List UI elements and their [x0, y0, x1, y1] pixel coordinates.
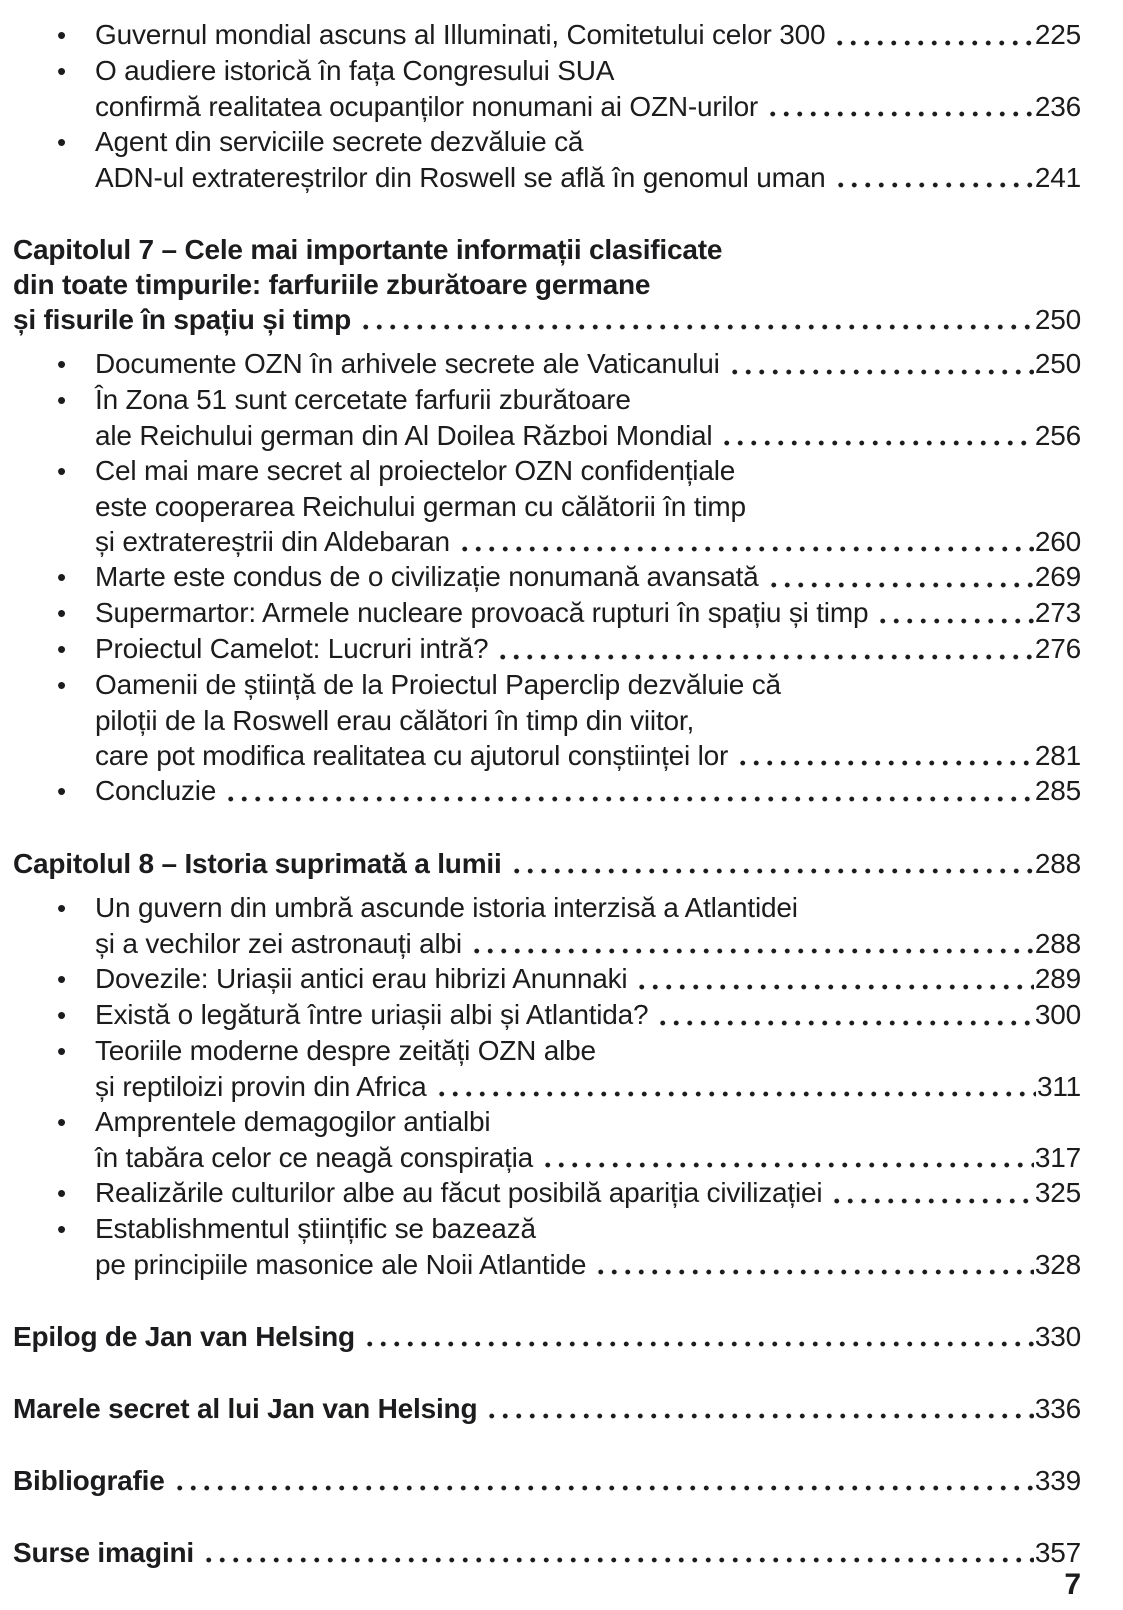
bullet-icon: •	[57, 776, 66, 806]
bullet-icon: •	[57, 1214, 66, 1244]
entry-text: Concluzie	[95, 775, 217, 806]
toc-entry-line	[13, 667, 1081, 703]
entry-text: pe principiile masonice ale Noii Atlantide	[95, 1249, 587, 1280]
dot-leader	[470, 948, 1034, 954]
toc-entry-line	[13, 1140, 1081, 1175]
entry-text: Teoriile moderne despre zeități OZN albe	[95, 1035, 596, 1066]
page-ref: 236	[1034, 91, 1081, 122]
entry-text: Documente OZN în arhivele secrete ale Vaticanului	[95, 348, 720, 379]
toc-entry-line	[13, 1104, 1081, 1140]
bullet-icon: •	[57, 456, 66, 486]
entry-text: Marte este condus de o civilizație nonumană avansată	[95, 561, 759, 592]
dot-leader	[458, 546, 1034, 552]
bullet-icon: •	[57, 670, 66, 700]
toc-entry-line	[13, 17, 1081, 53]
dot-leader	[510, 868, 1034, 874]
chapter-title-text: și fisurile în spațiu și timp	[13, 304, 352, 335]
toc-entry-line	[13, 926, 1081, 961]
toc-entry-line	[13, 961, 1081, 997]
chapter-title-line	[13, 846, 1081, 881]
entry-text: ADN-ul extratereștrilor din Roswell se află în genomul uman	[95, 162, 826, 193]
entry-text: Oamenii de știință de la Proiectul Paperclip dezvăluie că	[95, 669, 781, 700]
toc-entry-line	[13, 890, 1081, 926]
page-ref: 317	[1034, 1142, 1081, 1173]
bullet-icon: •	[57, 562, 66, 592]
toc-entry-line	[13, 453, 1081, 489]
bullet-icon: •	[57, 893, 66, 923]
toc-entry-line	[13, 703, 1081, 738]
bullet-icon: •	[57, 127, 66, 157]
toc-section	[13, 17, 1081, 195]
dot-leader	[830, 1198, 1033, 1204]
bullet-icon: •	[57, 385, 66, 415]
chapter-title-text: Capitolul 8 – Istoria suprimată a lumii	[13, 848, 502, 879]
toc-entry-line	[13, 89, 1081, 124]
toc-section	[13, 1319, 1081, 1354]
page-ref: 273	[1034, 597, 1081, 628]
chapter-title-text: Surse imagini	[13, 1537, 195, 1568]
bullet-icon: •	[57, 634, 66, 664]
dot-leader	[635, 984, 1033, 990]
toc-entry-line	[13, 124, 1081, 160]
bullet-icon: •	[57, 1036, 66, 1066]
entry-text: ale Reichului german din Al Doilea Război Mondial	[95, 420, 713, 451]
dot-leader	[541, 1162, 1034, 1168]
dot-leader	[833, 40, 1034, 46]
bullet-icon: •	[57, 598, 66, 628]
page-ref: 285	[1034, 775, 1081, 806]
entry-text: Cel mai mare secret al proiectelor OZN confidențiale	[95, 455, 736, 486]
page-ref: 241	[1034, 162, 1081, 193]
page-ref: 269	[1034, 561, 1081, 592]
toc-entry-line	[13, 595, 1081, 631]
chapter-title-text: Bibliografie	[13, 1465, 165, 1496]
toc-entry-line	[13, 346, 1081, 382]
dot-leader	[496, 654, 1034, 660]
toc	[13, 8, 1081, 1570]
toc-section	[13, 846, 1081, 1282]
entry-text: Establishmentul științific se bazează	[95, 1213, 536, 1244]
page-ref: 225	[1034, 19, 1081, 50]
dot-leader	[876, 618, 1034, 624]
toc-entry-line	[13, 631, 1081, 667]
page-ref: 288	[1034, 928, 1081, 959]
toc-entry-line	[13, 160, 1081, 195]
dot-leader	[435, 1091, 1036, 1097]
bullet-icon: •	[57, 20, 66, 50]
dot-leader	[363, 1341, 1034, 1347]
entry-text: Există o legătură între uriașii albi și Atlantida?	[95, 999, 649, 1030]
page-ref: 260	[1034, 526, 1081, 557]
entry-text: În Zona 51 sunt cercetate farfurii zburătoare	[95, 384, 631, 415]
page-ref: 336	[1034, 1393, 1081, 1424]
dot-leader	[359, 324, 1034, 330]
dot-leader	[173, 1485, 1034, 1491]
toc-entry-line	[13, 53, 1081, 89]
dot-leader	[224, 796, 1034, 802]
dot-leader	[767, 582, 1034, 588]
dot-leader	[202, 1557, 1034, 1563]
chapter-title-text: Epilog de Jan van Helsing	[13, 1321, 355, 1352]
chapter-title-line	[13, 232, 1081, 267]
entry-text: Un guvern din umbră ascunde istoria interzisă a Atlantidei	[95, 892, 798, 923]
page-ref: 250	[1034, 348, 1081, 379]
toc-entry-line	[13, 1175, 1081, 1211]
entry-text: și reptiloizi provin din Africa	[95, 1071, 427, 1102]
dot-leader	[594, 1269, 1034, 1275]
page-ref: 325	[1034, 1177, 1081, 1208]
page-ref: 330	[1034, 1321, 1081, 1352]
dot-leader	[720, 440, 1033, 446]
entry-text: piloții de la Roswell erau călători în timp din viitor,	[95, 705, 695, 736]
toc-entry-line	[13, 418, 1081, 453]
entry-text: confirmă realitatea ocupanților nonumani ai OZN-urilor	[95, 91, 759, 122]
entry-text: și extratereștrii din Aldebaran	[95, 526, 450, 557]
page-ref: 256	[1034, 420, 1081, 451]
toc-entry-line	[13, 773, 1081, 809]
page-ref: 250	[1034, 304, 1081, 335]
toc-entry-line	[13, 997, 1081, 1033]
chapter-title-line	[13, 1463, 1081, 1498]
toc-section	[13, 1463, 1081, 1498]
entry-text: în tabăra celor ce neagă conspirația	[95, 1142, 533, 1173]
page-ref: 357	[1034, 1537, 1081, 1568]
entry-text: este cooperarea Reichului german cu călătorii în timp	[95, 491, 746, 522]
chapter-title-line	[13, 1391, 1081, 1426]
page-ref: 311	[1036, 1071, 1081, 1102]
dot-leader	[485, 1413, 1034, 1419]
toc-entry-line	[13, 738, 1081, 773]
toc-entry-line	[13, 1211, 1081, 1247]
entry-text: Dovezile: Uriașii antici erau hibrizi Anunnaki	[95, 963, 628, 994]
chapter-title-line	[13, 1319, 1081, 1354]
entry-text: Supermartor: Armele nucleare provoacă rupturi în spațiu și timp	[95, 597, 869, 628]
entry-text: Guvernul mondial ascuns al Illuminati, Comitetului celor 300	[95, 19, 826, 50]
bullet-icon: •	[57, 1000, 66, 1030]
page-ref: 339	[1034, 1465, 1081, 1496]
page-footer	[13, 1570, 1081, 1610]
entry-text: care pot modifica realitatea cu ajutorul conștiinței lor	[95, 740, 729, 771]
chapter-entries	[13, 346, 1081, 809]
toc-entry-line	[13, 382, 1081, 418]
chapter-title-text: Capitolul 7 – Cele mai importante informații clasificate	[13, 234, 723, 265]
bullet-icon: •	[57, 1107, 66, 1137]
page-number: 7	[1064, 1568, 1081, 1601]
toc-entry-line	[13, 524, 1081, 559]
chapter-entries	[13, 17, 1081, 195]
entry-text: și a vechilor zei astronauți albi	[95, 928, 462, 959]
page-ref: 289	[1034, 963, 1081, 994]
entry-text: Proiectul Camelot: Lucruri intră?	[95, 633, 489, 664]
page-ref: 300	[1034, 999, 1081, 1030]
dot-leader	[656, 1020, 1033, 1026]
toc-entry-line	[13, 489, 1081, 524]
toc-section	[13, 1391, 1081, 1426]
chapter-title-text: Marele secret al lui Jan van Helsing	[13, 1393, 478, 1424]
toc-section	[13, 232, 1081, 809]
dot-leader	[834, 182, 1034, 188]
toc-entry-line	[13, 1033, 1081, 1069]
chapter-title-text: din toate timpurile: farfuriile zburătoare germane	[13, 269, 651, 300]
entry-text: Amprentele demagogilor antialbi	[95, 1106, 491, 1137]
chapter-entries	[13, 890, 1081, 1282]
bullet-icon: •	[57, 349, 66, 379]
chapter-title-line	[13, 1535, 1081, 1570]
dot-leader	[766, 111, 1034, 117]
dot-leader	[728, 369, 1034, 375]
bullet-icon: •	[57, 1178, 66, 1208]
dot-leader	[736, 760, 1034, 766]
chapter-title-line	[13, 302, 1081, 337]
chapter-title-line	[13, 267, 1081, 302]
toc-entry-line	[13, 1247, 1081, 1282]
bullet-icon: •	[57, 964, 66, 994]
entry-text: O audiere istorică în fața Congresului SUA	[95, 55, 615, 86]
page-ref: 328	[1034, 1249, 1081, 1280]
bullet-icon: •	[57, 56, 66, 86]
toc-section	[13, 1535, 1081, 1570]
toc-entry-line	[13, 1069, 1081, 1104]
page-ref: 288	[1034, 848, 1081, 879]
page-ref: 276	[1034, 633, 1081, 664]
page-ref: 281	[1034, 740, 1081, 771]
toc-entry-line	[13, 559, 1081, 595]
entry-text: Agent din serviciile secrete dezvăluie că	[95, 126, 584, 157]
entry-text: Realizările culturilor albe au făcut posibilă apariția civilizației	[95, 1177, 823, 1208]
